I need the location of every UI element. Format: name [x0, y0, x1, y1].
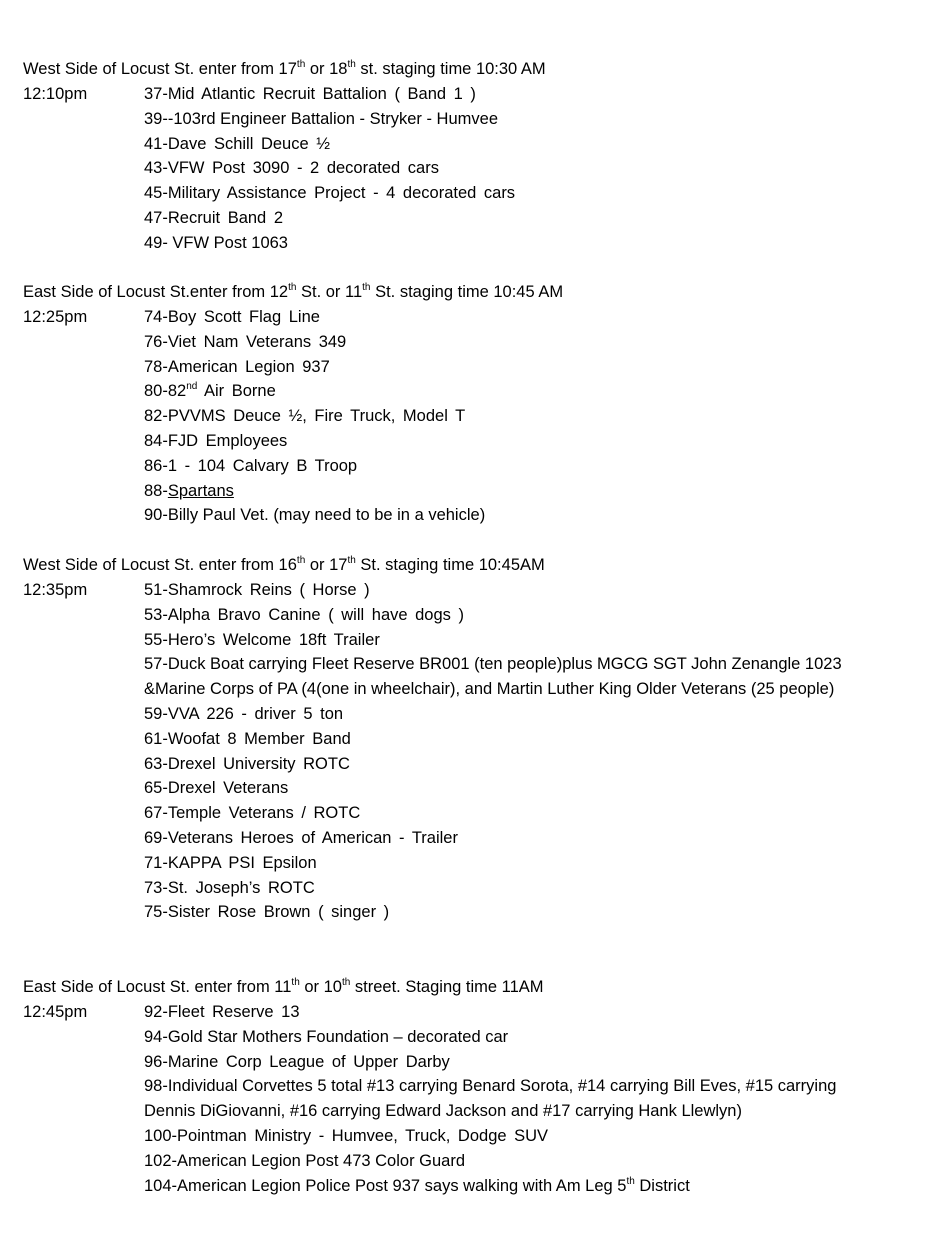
- unit-entry: 41-Dave Schill Deuce ½: [144, 134, 331, 153]
- unit-entry: 102-American Legion Post 473 Color Guard: [144, 1151, 466, 1170]
- unit-entry: 57-Duck Boat carrying Fleet Reserve BR001 (ten people)plus MGCG SGT John Zenangle 1023: [144, 655, 842, 674]
- unit-entry: 43-VFW Post 3090 - 2 decorated cars: [144, 159, 439, 178]
- unit-entry: Dennis DiGiovanni, #16 carrying Edward Jackson and #17 carrying Hank Llewlyn): [144, 1102, 742, 1121]
- section-heading: East Side of Locust St. enter from 11th or 10th street. Staging time 11AM: [23, 977, 544, 996]
- unit-entry: 88-Spartans: [144, 481, 234, 500]
- unit-entry: 45-Military Assistance Project - 4 decorated cars: [144, 184, 516, 203]
- unit-entry: 94-Gold Star Mothers Foundation – decorated car: [144, 1027, 509, 1046]
- section-heading: East Side of Locust St.enter from 12th St. or 11th St. staging time 10:45 AM: [23, 282, 564, 301]
- lineup-section-east-12th: [23, 280, 943, 528]
- unit-entry: 53-Alpha Bravo Canine ( will have dogs ): [144, 605, 464, 624]
- step-off-time: 12:35pm: [23, 581, 88, 599]
- unit-entry: 78-American Legion 937: [144, 357, 330, 376]
- unit-list: [144, 1000, 943, 1198]
- unit-entry: 51-Shamrock Reins ( Horse ): [144, 581, 370, 599]
- unit-entry: 63-Drexel University ROTC: [144, 754, 350, 773]
- section-heading: West Side of Locust St. enter from 16th or 17th St. staging time 10:45AM: [23, 555, 545, 574]
- unit-entry: 55-Hero’s Welcome 18ft Trailer: [144, 630, 380, 649]
- unit-entry: 90-Billy Paul Vet. (may need to be in a vehicle): [144, 506, 486, 525]
- step-off-time: 12:45pm: [23, 1003, 88, 1021]
- lineup-section-east-11th: [23, 975, 943, 1198]
- unit-entry: 65-Drexel Veterans: [144, 779, 289, 798]
- unit-entry: 73-St. Joseph’s ROTC: [144, 878, 315, 897]
- unit-entry: 84-FJD Employees: [144, 431, 288, 450]
- unit-entry: 74-Boy Scott Flag Line: [144, 308, 320, 326]
- unit-entry: 39--103rd Engineer Battalion - Stryker - Humvee: [144, 109, 498, 128]
- unit-list: [144, 578, 943, 925]
- unit-entry: 80-82nd Air Borne: [144, 381, 276, 401]
- unit-entry: 61-Woofat 8 Member Band: [144, 729, 351, 748]
- unit-entry: 82-PVVMS Deuce ½, Fire Truck, Model T: [144, 407, 466, 426]
- unit-entry: 67-Temple Veterans / ROTC: [144, 804, 361, 823]
- unit-entry: 76-Viet Nam Veterans 349: [144, 332, 347, 351]
- unit-entry: 104-American Legion Police Post 937 says walking with Am Leg 5th District: [144, 1175, 690, 1195]
- unit-entry: 37-Mid Atlantic Recruit Battalion ( Band 1 ): [144, 85, 476, 103]
- lineup-section-west-17th: [23, 57, 943, 256]
- unit-entry: 92-Fleet Reserve 13: [144, 1003, 300, 1021]
- unit-entry: 47-Recruit Band 2: [144, 208, 283, 227]
- unit-entry: 59-VVA 226 - driver 5 ton: [144, 704, 344, 723]
- unit-entry: 96-Marine Corp League of Upper Darby: [144, 1052, 450, 1071]
- unit-entry: 100-Pointman Ministry - Humvee, Truck, Dodge SUV: [144, 1126, 549, 1145]
- unit-list: [144, 305, 943, 528]
- unit-entry: 69-Veterans Heroes of American - Trailer: [144, 828, 458, 847]
- unit-list: [144, 82, 943, 256]
- unit-entry: &Marine Corps of PA (4(one in wheelchair), and Martin Luther King Older Veterans (25 people): [144, 680, 835, 699]
- unit-entry: 49- VFW Post 1063: [144, 233, 288, 252]
- unit-entry: 75-Sister Rose Brown ( singer ): [144, 903, 390, 922]
- lineup-section-west-16th: [23, 553, 943, 925]
- step-off-time: 12:10pm: [23, 85, 88, 103]
- unit-entry: 86-1 - 104 Calvary B Troop: [144, 456, 358, 475]
- unit-entry: 98-Individual Corvettes 5 total #13 carrying Benard Sorota, #14 carrying Bill Eves, #15 carrying: [144, 1077, 837, 1096]
- section-heading: West Side of Locust St. enter from 17th or 18th st. staging time 10:30 AM: [23, 59, 546, 78]
- unit-entry: 71-KAPPA PSI Epsilon: [144, 853, 317, 872]
- step-off-time: 12:25pm: [23, 308, 88, 326]
